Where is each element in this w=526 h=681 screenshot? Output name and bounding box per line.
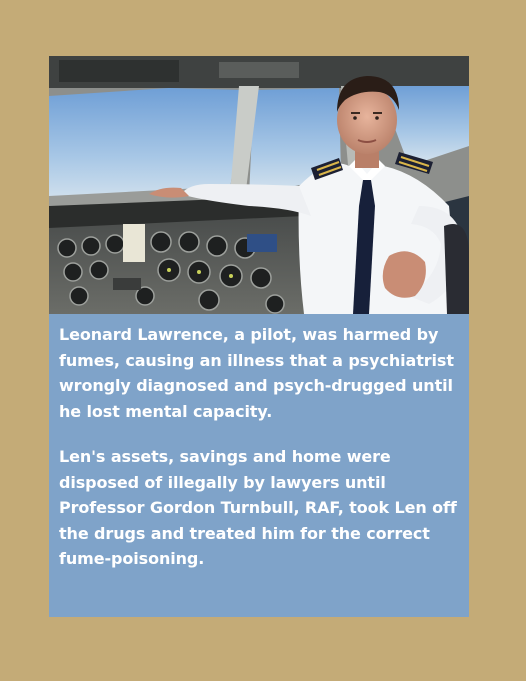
- caption-paragraph-1: Leonard Lawrence, a pilot, was harmed by fumes, causing an illness that a psychiatrist wrongly diagnosed and psych-drugged until he lost mental capacity.: [59, 325, 454, 421]
- story-card: [49, 56, 469, 617]
- pilot-cockpit-photo: [49, 56, 469, 314]
- caption-panel: [49, 314, 469, 617]
- caption-paragraph-2: Len's assets, savings and home were disposed of illegally by lawyers until Professor Gordon Turnbull, RAF, took Len off the drugs and treated him for the correct fume-poisoning.: [59, 447, 457, 568]
